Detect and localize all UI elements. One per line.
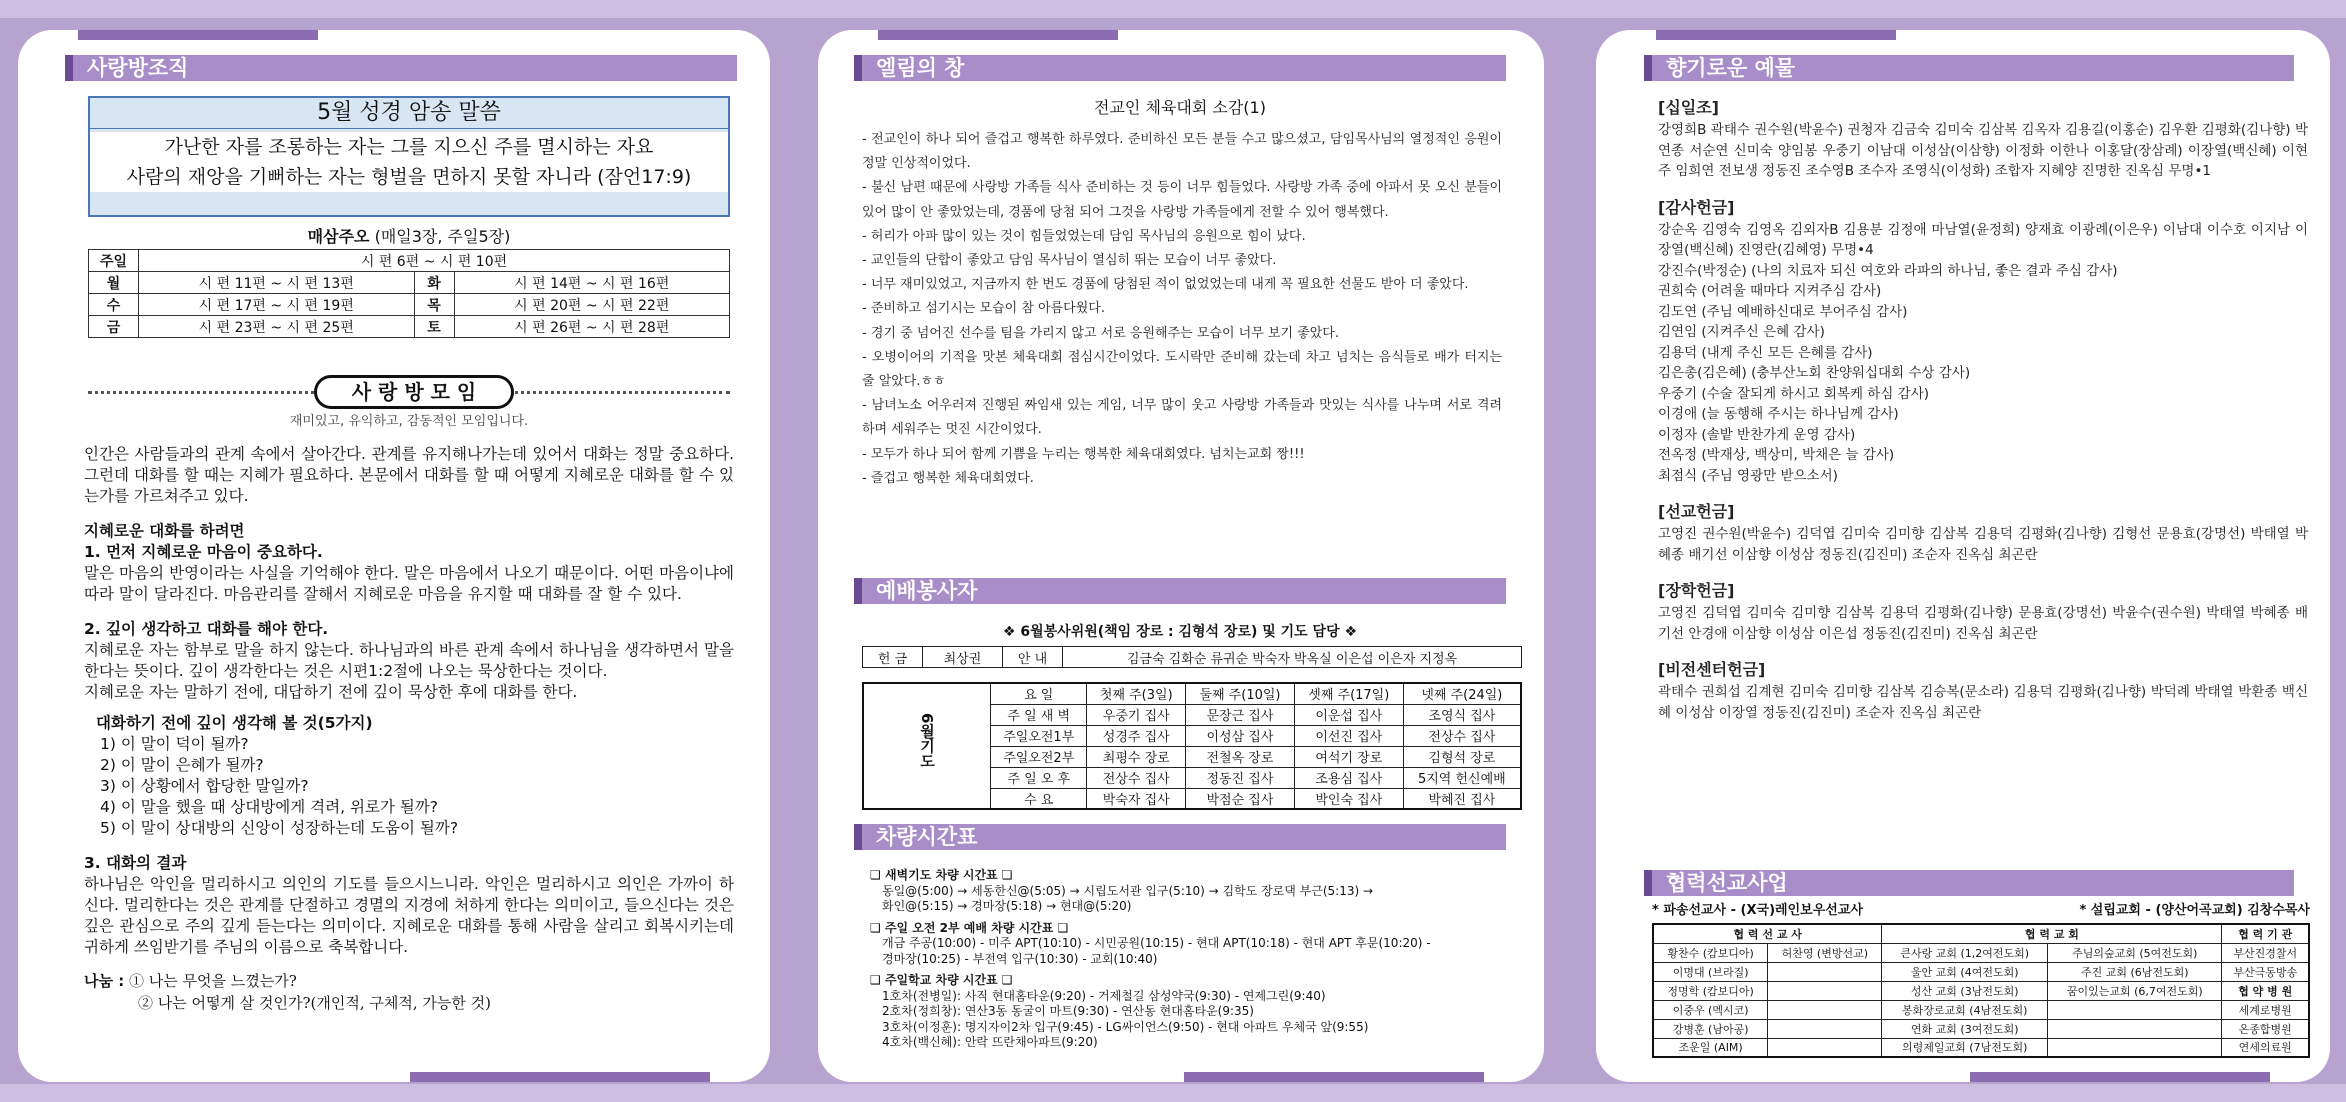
list-item: 3) 이 상황에서 합당한 말일까?	[100, 777, 309, 795]
decor-bar	[1184, 1072, 1484, 1082]
panel-2	[818, 30, 1544, 1082]
table-row: 헌 금 최상권 안 내 김금숙 김화순 류귀순 박숙자 박옥실 이은섭 이은자 지정옥	[863, 647, 1522, 668]
table-row: 6월기도 요 일 첫째 주(3일) 둘째 주(10일) 셋째 주(17일) 넷째 주(24일)	[863, 683, 1521, 704]
missionary-note: * 파송선교사 - (X국)레인보우선교사	[1652, 903, 1863, 918]
list-item: 김은총(김은혜) (충부산노회 찬양워십대회 수상 감사)	[1658, 365, 1971, 381]
list-item: 권희숙 (어려울 때마다 지켜주심 감사)	[1658, 283, 1882, 299]
heading: 1. 먼저 지혜로운 마음이 중요하다.	[84, 543, 323, 561]
list-item: - 모두가 하나 되어 함께 기쁨을 누리는 행복한 체육대회였다. 넘치는교회 짱!!!	[862, 446, 1305, 462]
list-item: - 남녀노소 어우러져 진행된 짜임새 있는 게임, 너무 많이 웃고 사랑방 가족들과 맛있는 식사를 나누며 서로 격려하며 세워주는 멋진 시간이었다.	[862, 398, 1502, 438]
list-item: 이정자 (솔밭 반찬가게 운영 감사)	[1658, 426, 1856, 443]
verse-box	[88, 96, 730, 217]
psalm-reading	[88, 225, 730, 338]
table-row: 수 시 편 17편 ~ 시 편 19편 목 시 편 20편 ~ 시 편 22편	[89, 294, 730, 316]
share-label: 나눔 :	[84, 972, 125, 990]
section-title: 협력선교사업	[1644, 870, 2294, 896]
section-title: 차량시간표	[854, 824, 1506, 850]
list-item: 4) 이 말을 했을 때 상대방에게 격려, 위로가 될까?	[100, 798, 438, 816]
car-block: ❑ 주일 오전 2부 예배 차량 시간표 ❑ 개금 주공(10:00) - 미주 APT(10:10) - 시민공원(10:15) - 현대 APT(10:18) - 현대 APT 후문(10:20) - 경마장(10:25) - 부전역 입구(10:30) - 교회(10:40)	[870, 921, 1510, 968]
list-item: 김연임 (지켜주신 은혜 감사)	[1658, 324, 1825, 340]
list-item: - 전교인이 하나 되어 즐겁고 행복한 하루였다. 준비하신 모든 분들 수고 많으셨고, 담임목사님의 열정적인 응원이 정말 인상적이었다.	[862, 132, 1502, 172]
table-row: 주일오전1부 성경주 집사 이성삼 집사 이선진 집사 전상수 집사	[863, 725, 1521, 746]
section-title: 엘림의 창	[854, 55, 1506, 81]
coop-table	[1652, 923, 2310, 1058]
table-row: 주일 시 편 6편 ~ 시 편 10편	[89, 250, 730, 272]
list-item: - 즐겁고 행복한 체육대회였다.	[862, 470, 1034, 486]
table-row: 이중우 (멕시코) 봉화장로교회 (4남전도회) 세계로병원	[1653, 1000, 2309, 1019]
share-block	[84, 970, 734, 1014]
list-item: 이경애 (늘 동행해 주시는 하나님께 감사)	[1658, 406, 1899, 422]
table-row: 조운일 (AIM) 의령제일교회 (7남전도회) 연세의료원	[1653, 1038, 2309, 1057]
prayer-side-label: 6월기도	[863, 683, 991, 809]
offering-group: [선교헌금] 고영진 권수원(박윤수) 김덕엽 김미숙 김미향 김삼복 김용덕 김평화(김나향) 김형선 문용효(강명선) 박태열 박혜종 배기선 이삼향 이성삼 정동진(김진미) 조순자 진옥심 최곤란	[1658, 502, 2308, 563]
list-item: 1) 이 말이 덕이 될까?	[100, 735, 249, 753]
car-block: ❑ 주일학교 차량 시간표 ❑ 1호차(전병일): 사직 현대홈타운(9:20) - 거제철길 삼성약국(9:30) - 연제그린(9:40) 2호차(정희창): 연산3동 동굴이 마트(9:30) - 연산동 현대홈타운(9:35) 3호차(이정훈): 명지자이2차 입구(9:45) - LG싸이언스(9:50) - 현대 아파트 우체국 앞(9:55) 4호차(백신혜): 안락 뜨란채아파트(9:20)	[870, 973, 1510, 1051]
list-item: - 오병이어의 기적을 맛본 체육대회 점심시간이었다. 도시락만 준비해 갔는데 차고 넘치는 음식들로 배가 터지는 줄 알았다.ㅎㅎ	[862, 349, 1502, 390]
decor-bar	[78, 30, 318, 40]
section-title: 향기로운 예물	[1644, 55, 2294, 81]
verse-title: 5월 성경 암송 말씀	[90, 98, 728, 129]
decor-bar	[1970, 1072, 2270, 1082]
church-note: * 설립교회 - (양산어곡교회) 김창수목사	[2079, 903, 2310, 918]
section-title: 예배봉사자	[854, 578, 1506, 604]
table-row: 주 일 새 벽 우중기 집사 문장근 집사 이운섭 집사 조영식 집사	[863, 704, 1521, 725]
paragraph: 지혜로운 자는 말하기 전에, 대답하기 전에 깊이 묵상한 후에 대화를 한다.	[84, 683, 578, 701]
heading: 3. 대화의 결과	[84, 854, 187, 872]
decor-bar	[878, 30, 1118, 40]
list-item: - 너무 재미있었고, 지금까지 한 번도 경품에 당첨된 적이 없었었는데 내게 꼭 필요한 선물도 받아 더 좋았다.	[862, 277, 1469, 293]
share-question: ① 나는 무엇을 느꼈는가?	[128, 972, 297, 990]
testimony-list	[862, 128, 1502, 491]
verse-line: 가난한 자를 조롱하는 자는 그를 지으신 주를 멸시하는 자요	[90, 132, 728, 162]
table-row: 정명학 (캄보디아) 성산 교회 (3남전도회) 꿈이있는교회 (6,7여전도회) 협 약 병 원	[1653, 981, 2309, 1000]
table-row: 이명대 (브라질) 울안 교회 (4여전도회) 주진 교회 (6남전도회) 부산극동방송	[1653, 962, 2309, 981]
paragraph: 지혜로운 자는 함부로 말을 하지 않는다. 하나님과의 바른 관계 속에서 하나님을 생각하면서 말을 한다는 뜻이다. 깊이 생각한다는 것은 시편1:2절에 나오는 묵상한다는 것이다.	[84, 641, 734, 680]
section-title: 사랑방조직	[65, 55, 737, 81]
list-item: 전옥정 (박재상, 백상미, 박채은 늘 감사)	[1658, 447, 1895, 463]
car-title: ❑ 주일학교 차량 시간표 ❑	[870, 973, 1013, 987]
offering-list	[1658, 96, 2308, 723]
list-item: 강진수(박정순) (나의 치료자 되신 여호와 라파의 하나님, 좋은 결과 주심 감사)	[1658, 262, 2118, 279]
table-row: 황찬수 (캄보디아) 허찬영 (변방선교) 큰사랑 교회 (1,2여전도회) 주님의숲교회 (5여전도회) 부산진경찰서	[1653, 943, 2309, 962]
psalm-title: 매삼주오 (매일3장, 주일5장)	[307, 227, 511, 246]
offering-group: [비전센터헌금] 곽태수 권희섭 김계현 김미숙 김미향 김삼복 김승복(문소라) 김용덕 김평화(김나향) 박덕례 박태열 박환종 백신혜 이성삼 이장열 정동진(김진미) 조순자 진옥심 최곤란	[1658, 660, 2308, 721]
list-item: 2) 이 말이 은혜가 될까?	[100, 756, 264, 774]
list-item: 5) 이 말이 상대방의 신앙이 성장하는데 도움이 될까?	[100, 819, 459, 837]
decor-bar	[1656, 30, 1896, 40]
list-item: 김도연 (주님 예배하신대로 부어주심 감사)	[1658, 303, 1908, 320]
meeting-title: 사 랑 방 모 임	[314, 375, 514, 409]
decor-bar	[410, 1072, 710, 1082]
table-row: 협 력 선 교 사 협 력 교 회 협 력 기 관	[1653, 924, 2309, 943]
list-item: - 교인들의 단합이 좋았고 담임 목사님이 열심히 뛰는 모습이 너무 좋았다.	[862, 253, 1277, 269]
psalm-table	[88, 249, 730, 338]
car-block: ❑ 새벽기도 차량 시간표 ❑ 동일@(5:00) → 세동한신@(5:05) → 시립도서관 입구(5:10) → 김학도 장로댁 부근(5:13) → 화인@(5:15) → 경마장(5:18) → 현대@(5:20)	[870, 868, 1510, 915]
car-schedule	[870, 868, 1510, 1051]
meeting-subtitle: 재미있고, 유익하고, 감동적인 모임입니다.	[289, 414, 529, 429]
list-item: - 불신 남편 때문에 사랑방 가족들 식사 준비하는 것 등이 너무 힘들었다. 사랑방 가족 중에 아파서 못 오신 분들이 있어 많이 안 좋았었는데, 경품에 당첨 되어 그것을 사랑방 가족들에게 전할 수 있어 행복했다.	[862, 180, 1502, 220]
article-title: 전교인 체육대회 소감(1)	[1094, 98, 1266, 117]
heading: 지혜로운 대화를 하려면	[84, 522, 245, 540]
table-row: 수 요 박숙자 집사 박점순 집사 박인숙 집사 박혜진 집사	[863, 788, 1521, 809]
verse-line: 사람의 재앙을 기뻐하는 자는 형벌을 면하지 못할 자니라 (잠언17:9)	[90, 162, 728, 192]
paragraph: 인간은 사람들과의 관계 속에서 살아간다. 관계를 유지해나가는데 있어서 대화는 정말 중요하다. 그런데 대화를 할 때는 지혜가 필요하다. 본문에서 대화를 할 때 어떻게 지혜로운 대화를 할 수 있는가를 가르쳐주고 있다.	[84, 445, 734, 505]
heading: 대화하기 전에 깊이 생각해 볼 것(5가지)	[96, 714, 373, 732]
car-title: ❑ 주일 오전 2부 예배 차량 시간표 ❑	[870, 920, 1069, 935]
list-item: 최점식 (주님 영광만 받으소서)	[1658, 467, 1838, 484]
panel-3	[1596, 30, 2330, 1082]
share-question: ② 나는 어떻게 살 것인가?(개인적, 구체적, 가능한 것)	[138, 994, 491, 1012]
list-item: 우중기 (수술 잘되게 하시고 회복케 하심 감사)	[1658, 385, 1930, 402]
table-row: 주 일 오 후 전상수 집사 정동진 집사 조용심 집사 5지역 헌신예배	[863, 767, 1521, 788]
heading: 2. 깊이 생각하고 대화를 해야 한다.	[84, 620, 329, 638]
table-row: 금 시 편 23편 ~ 시 편 25편 토 시 편 26편 ~ 시 편 28편	[89, 316, 730, 338]
table-row: 월 시 편 11편 ~ 시 편 13편 화 시 편 14편 ~ 시 편 16편	[89, 272, 730, 294]
offering-table	[862, 646, 1522, 668]
meeting-header	[88, 375, 730, 409]
table-row: 주일오전2부 최평수 장로 전철옥 장로 여석기 장로 김형석 장로	[863, 746, 1521, 767]
list-item: - 준비하고 섬기시는 모습이 참 아름다웠다.	[862, 301, 1105, 317]
list-item: - 허리가 아파 많이 있는 것이 힘들었었는데 담임 목사님의 응원으로 힘이 났다.	[862, 228, 1306, 244]
list-item: - 경기 중 넘어진 선수를 팀을 가리지 않고 서로 응원해주는 모습이 너무 보기 좋았다.	[862, 325, 1339, 341]
volunteer-title: ❖ 6월봉사위원(책임 장로 : 김형석 장로) 및 기도 담당 ❖	[1002, 624, 1358, 640]
offering-group: [감사헌금] 강순옥 김영숙 김영옥 김외자B 김용분 김정애 마남열(윤정희) 양재효 이광례(이은우) 이남대 이수호 이지남 이장열(백신혜) 진영란(김혜영) 무명•4 강진수(박정순) (나의 치료자 되신 여호와 라파의 하나님, 좋은 결과 주심 감사) 권희숙 (어려울 때마다 지켜주심 감사) 김도연 (주님 예배하신대로 부어주심 감사) 김연임 (지켜주신 은혜 감사) 김용덕 (내게 주신 모든 은혜를 감사) 김은총(김은혜) (충부산노회 찬양워십대회 수상 감사) 우중기 (수술 잘되게 하시고 회복케 하심 감사) 이경애 (늘 동행해 주시는 하나님께 감사) 이정자 (솔밭 반찬가게 운영 감사) 전옥정 (박재상, 백상미, 박채은 늘 감사) 최점식 (주님 영광만 받으소서)	[1658, 196, 2308, 487]
table-row: 강병훈 (남아공) 연화 교회 (3여전도회) 온종합병원	[1653, 1019, 2309, 1038]
list-item: 김용덕 (내게 주신 모든 은혜를 감사)	[1658, 344, 1873, 361]
prayer-table	[862, 682, 1522, 810]
panel-1	[18, 30, 770, 1082]
car-title: ❑ 새벽기도 차량 시간표 ❑	[870, 868, 1013, 882]
paragraph: 말은 마음의 반영이라는 사실을 기억해야 한다. 말은 마음에서 나오기 때문이다. 어떤 마음이냐에 따라 말이 달라진다. 마음관리를 잘해서 지혜로운 마음을 유지할 때 대화를 잘 할 수 있다.	[84, 564, 734, 603]
offering-group: [장학헌금] 고영진 김덕엽 김미숙 김미향 김삼복 김용덕 김평화(김나향) 문용효(강명선) 박윤수(권수원) 박태열 박혜종 배기선 안경애 이삼향 이성삼 이은섭 정동진(김진미) 진옥심 최곤란	[1658, 581, 2308, 642]
paragraph: 하나님은 악인을 멀리하시고 의인의 기도를 들으시느니라. 악인은 멀리하시고 의인은 가까이 하신다. 멀리한다는 것은 관계를 단절하고 경멸의 지경에 처하게 한다는 의미이고, 들으신다는 것은 깊은 관심으로 주의 깊게 듣는다는 의미이다. 지혜로운 대화를 통해 사람을 살리고 회복시키는데 귀하게 쓰임받기를 주님의 이름으로 축복합니다.	[84, 875, 734, 956]
offering-group: [십일조] 강영희B 곽태수 권수원(박윤수) 권청자 김금숙 김미숙 김삼복 김옥자 김용길(이홍순) 김우환 김평화(김나향) 박연종 서순연 신미숙 양임봉 우중기 이남대 이성삼(이삼향) 이정화 이한나 이홍달(장삼례) 이장열(백신혜) 이현주 임희연 전보생 정동진 조수영B 조수자 조영식(이성화) 조합자 지혜양 진명한 진옥심 무명•1	[1658, 98, 2308, 179]
meeting-body	[84, 444, 734, 1014]
